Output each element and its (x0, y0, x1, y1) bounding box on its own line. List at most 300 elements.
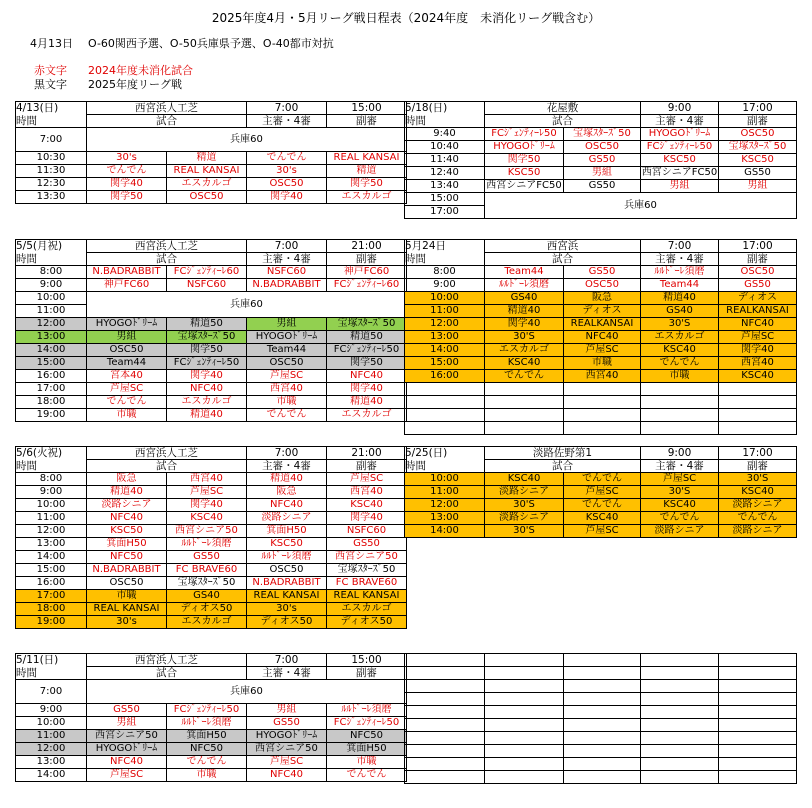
slot-row (405, 331, 797, 344)
slot-row (16, 551, 407, 564)
assistant-team: 神戸FC60 (327, 266, 407, 279)
slot-row (16, 499, 407, 512)
team-b: 関学40 (167, 370, 247, 383)
empty-cell (485, 745, 564, 758)
assistant-team: 精道40 (327, 396, 407, 409)
team-a: 30's (87, 616, 167, 629)
empty-cell (405, 693, 485, 706)
team-a: Team44 (485, 266, 564, 279)
team-a: でんでん (87, 165, 167, 178)
slot-row (16, 344, 407, 357)
empty-cell (719, 745, 797, 758)
empty-cell (405, 745, 485, 758)
venue-name: 花屋敷 (485, 102, 641, 115)
referee-team: REAL KANSAI (247, 590, 327, 603)
empty-cell (405, 732, 485, 745)
team-b: NFC40 (564, 331, 641, 344)
team-b: OSC50 (167, 191, 247, 204)
referee-header: 主審・4審 (247, 253, 327, 266)
team-b: 芦屋SC (564, 486, 641, 499)
slot-time: 14:00 (405, 344, 485, 357)
team-a: FCｼﾞｪﾝﾃｨｰﾚ50 (485, 128, 564, 141)
slot-time: 10:00 (405, 473, 485, 486)
header-labels-row (405, 253, 797, 266)
empty-cell (405, 383, 485, 396)
slot-row (16, 152, 407, 165)
slot-row (405, 167, 797, 180)
assistant-team: GS50 (719, 279, 797, 292)
team-a: N.BADRABBIT (87, 266, 167, 279)
team-b: エスカルゴ (167, 396, 247, 409)
empty-cell (719, 422, 797, 435)
team-a: KSC40 (485, 473, 564, 486)
assistant-team: NFC40 (719, 318, 797, 331)
assistant-team: 箕面H50 (327, 743, 407, 756)
slot-row (16, 717, 407, 730)
empty-cell (564, 758, 641, 771)
team-a: 30'S (485, 331, 564, 344)
referee-team: NSFC60 (247, 266, 327, 279)
venue-name: 淡路佐野第1 (485, 447, 641, 460)
assistant-team: KSC40 (327, 499, 407, 512)
team-b: 宝塚ｽﾀｰｽﾞ50 (564, 128, 641, 141)
referee-team: NFC40 (247, 499, 327, 512)
team-b: 関学50 (167, 344, 247, 357)
empty-cell (641, 680, 719, 693)
team-a: HYOGOﾄﾞﾘｰﾑ (87, 318, 167, 331)
slot-time: 9:00 (16, 486, 87, 499)
info-date: 4月13日 (30, 37, 73, 50)
empty-cell (641, 383, 719, 396)
assistant-team: REAL KANSAI (327, 590, 407, 603)
empty-cell (564, 706, 641, 719)
schedule-block-may24 (404, 239, 797, 435)
referee-team: ﾙﾙﾄﾞｰﾚ須磨 (641, 266, 719, 279)
team-a: 関学40 (485, 318, 564, 331)
slot-time: 9:00 (405, 279, 485, 292)
team-b: REAL KANSAI (167, 165, 247, 178)
team-b: NSFC60 (167, 279, 247, 292)
team-b: 芦屋SC (564, 525, 641, 538)
team-a: Team44 (87, 357, 167, 370)
empty-cell (564, 396, 641, 409)
referee-team: OSC50 (247, 357, 327, 370)
start-time: 9:00 (641, 447, 719, 460)
header-labels-row (405, 460, 797, 473)
match-header: 試合 (87, 667, 247, 680)
slot-row (405, 499, 797, 512)
slot-time: 17:00 (16, 383, 87, 396)
team-b: 阪急 (564, 292, 641, 305)
referee-team: 市職 (247, 396, 327, 409)
team-a: NFC40 (87, 756, 167, 769)
block-date: 5/11(日) (16, 654, 87, 667)
slot-time: 10:00 (405, 292, 485, 305)
assistant-team: KSC40 (719, 370, 797, 383)
empty-cell (564, 693, 641, 706)
team-b: 男組 (564, 167, 641, 180)
schedule-block-may6 (15, 446, 407, 629)
slot-time: 12:00 (16, 525, 87, 538)
referee-team: FCｼﾞｪﾝﾃｨｰﾚ50 (641, 141, 719, 154)
assistant-team: REAL KANSAI (327, 152, 407, 165)
team-b: FCｼﾞｪﾝﾃｨｰﾚ60 (167, 266, 247, 279)
team-b: GS50 (564, 180, 641, 193)
legend-red-label: 赤文字 (34, 64, 67, 77)
slot-row (16, 538, 407, 551)
assistant-team: ﾙﾙﾄﾞｰﾚ須磨 (327, 704, 407, 717)
team-a: 男組 (87, 331, 167, 344)
slot-row (16, 357, 407, 370)
assistant-team: 関学40 (327, 512, 407, 525)
assistant-team: NSFC60 (327, 525, 407, 538)
team-a: 神戸FC60 (87, 279, 167, 292)
empty-cell (485, 706, 564, 719)
slot-time: 12:00 (16, 318, 87, 331)
referee-team: OSC50 (247, 564, 327, 577)
slot-row (16, 525, 407, 538)
empty-cell (485, 667, 564, 680)
assistant-team: OSC50 (719, 128, 797, 141)
team-b: 市職 (564, 357, 641, 370)
assistant-header: 副審 (719, 115, 797, 128)
team-a: でんでん (485, 370, 564, 383)
referee-team: 阪急 (247, 486, 327, 499)
referee-team: 淡路シニア (641, 525, 719, 538)
assistant-team: REALKANSAI (719, 305, 797, 318)
slot-time: 19:00 (16, 409, 87, 422)
slot-time: 15:00 (16, 357, 87, 370)
slot-time: 11:00 (16, 730, 87, 743)
assistant-team: FCｼﾞｪﾝﾃｨｰﾚ50 (327, 717, 407, 730)
team-a: 芦屋SC (87, 769, 167, 782)
match-header: 試合 (87, 253, 247, 266)
empty-cell (641, 693, 719, 706)
team-a: 30's (87, 152, 167, 165)
assistant-team: 関学40 (327, 383, 407, 396)
legend-black-label: 黒文字 (34, 78, 67, 91)
slot-row (405, 292, 797, 305)
referee-header: 主審・4審 (247, 460, 327, 473)
slot-time: 12:00 (405, 318, 485, 331)
header-row (16, 654, 407, 667)
empty-cell (719, 383, 797, 396)
referee-team: 市職 (641, 370, 719, 383)
team-a: KSC50 (485, 167, 564, 180)
assistant-team: 淡路シニア (719, 499, 797, 512)
slot-time: 14:00 (16, 551, 87, 564)
empty-cell (641, 732, 719, 745)
slot-row (16, 396, 407, 409)
slot-row (405, 305, 797, 318)
empty-cell (641, 719, 719, 732)
referee-team: ﾙﾙﾄﾞｰﾚ須磨 (247, 551, 327, 564)
team-b: 関学40 (167, 499, 247, 512)
empty-cell (641, 667, 719, 680)
referee-team: NFC40 (247, 769, 327, 782)
slot-time: 11:00 (405, 486, 485, 499)
empty-cell (641, 706, 719, 719)
referee-team: 箕面H50 (247, 525, 327, 538)
empty-cell (641, 409, 719, 422)
empty-row (405, 654, 797, 667)
slot-row (16, 266, 407, 279)
referee-team: 淡路シニア (247, 512, 327, 525)
slot-span-event: 兵庫60 (87, 680, 407, 704)
assistant-team: KSC40 (719, 486, 797, 499)
team-b: KSC40 (167, 512, 247, 525)
team-a: 男組 (87, 717, 167, 730)
slot-time: 8:00 (405, 266, 485, 279)
slot-row (16, 564, 407, 577)
empty-cell (405, 667, 485, 680)
team-b: FC BRAVE60 (167, 564, 247, 577)
referee-team: 30's (247, 603, 327, 616)
slot-time: 11:40 (405, 154, 485, 167)
referee-team: HYOGOﾄﾞﾘｰﾑ (641, 128, 719, 141)
empty-cell (564, 654, 641, 667)
end-time: 21:00 (327, 240, 407, 253)
referee-header: 主審・4審 (247, 667, 327, 680)
slot-row (16, 577, 407, 590)
team-b: でんでん (564, 473, 641, 486)
slot-span-event: 兵庫60 (87, 292, 407, 318)
empty-row (405, 680, 797, 693)
assistant-header: 副審 (327, 115, 407, 128)
empty-cell (485, 758, 564, 771)
team-a: エスカルゴ (485, 344, 564, 357)
slot-time: 7:00 (16, 128, 87, 152)
header-labels-row (405, 115, 797, 128)
page-title: 2025年度4月・5月リーグ戦日程表（2024年度 未消化リーグ戦含む） (211, 11, 601, 25)
team-a: GS50 (87, 704, 167, 717)
slot-row (405, 473, 797, 486)
assistant-team: エスカルゴ (327, 191, 407, 204)
start-time: 7:00 (641, 240, 719, 253)
referee-team: 芦屋SC (247, 370, 327, 383)
empty-row (405, 383, 797, 396)
referee-header: 主審・4審 (641, 115, 719, 128)
assistant-header: 副審 (719, 460, 797, 473)
empty-cell (485, 396, 564, 409)
info-note: O-60関西予選、O-50兵庫県予選、O-40都市対抗 (88, 37, 334, 50)
team-b: でんでん (167, 756, 247, 769)
slot-row (405, 525, 797, 538)
team-a: 精道40 (87, 486, 167, 499)
team-a: 30'S (485, 499, 564, 512)
slot-span-event: 兵庫60 (87, 128, 407, 152)
assistant-team: エスカルゴ (327, 603, 407, 616)
team-b: 西宮シニア50 (167, 525, 247, 538)
referee-team: HYOGOﾄﾞﾘｰﾑ (247, 331, 327, 344)
empty-cell (405, 706, 485, 719)
assistant-team: 市職 (327, 756, 407, 769)
slot-row (16, 191, 407, 204)
slot-time: 14:00 (16, 769, 87, 782)
slot-time: 15:00 (16, 564, 87, 577)
empty-cell (405, 654, 485, 667)
schedule-block-may11 (15, 653, 407, 782)
start-time: 7:00 (247, 447, 327, 460)
empty-cell (564, 667, 641, 680)
schedule-block-may18 (404, 101, 797, 219)
team-a: 精道40 (485, 305, 564, 318)
assistant-team: 芦屋SC (719, 331, 797, 344)
team-a: 関学40 (87, 178, 167, 191)
time-header: 時間 (16, 460, 87, 473)
header-labels-row (16, 460, 407, 473)
slot-row (405, 180, 797, 193)
block-date: 5/5(月祝) (16, 240, 87, 253)
match-header: 試合 (87, 115, 247, 128)
slot-row (16, 409, 407, 422)
end-time: 15:00 (327, 654, 407, 667)
slot-time: 11:30 (16, 165, 87, 178)
slot-row (405, 344, 797, 357)
slot-time: 17:00 (405, 206, 485, 219)
team-b: GS50 (564, 154, 641, 167)
start-time: 7:00 (247, 654, 327, 667)
team-b: REALKANSAI (564, 318, 641, 331)
referee-team: OSC50 (247, 178, 327, 191)
empty-cell (485, 771, 564, 784)
team-a: 淡路シニア (485, 486, 564, 499)
slot-row (16, 512, 407, 525)
assistant-team: 宝塚ｽﾀｰｽﾞ50 (327, 564, 407, 577)
team-a: 宮本40 (87, 370, 167, 383)
team-a: 西宮シニア50 (87, 730, 167, 743)
legend-red-text: 2024年度未消化試合 (88, 64, 193, 77)
header-row (405, 240, 797, 253)
team-b: OSC50 (564, 141, 641, 154)
empty-cell (719, 758, 797, 771)
team-a: ﾙﾙﾄﾞｰﾚ須磨 (485, 279, 564, 292)
team-a: 30'S (485, 525, 564, 538)
empty-cell (564, 422, 641, 435)
slot-row (405, 279, 797, 292)
end-time: 17:00 (719, 102, 797, 115)
slot-row (16, 165, 407, 178)
block-date: 4/13(日) (16, 102, 87, 115)
empty-cell (485, 719, 564, 732)
team-b: GS40 (167, 590, 247, 603)
team-a: NFC50 (87, 551, 167, 564)
slot-row (16, 292, 407, 305)
referee-team: GS50 (247, 717, 327, 730)
empty-row (405, 771, 797, 784)
assistant-team: 男組 (719, 180, 797, 193)
empty-cell (485, 409, 564, 422)
empty-cell (719, 396, 797, 409)
assistant-team: NFC50 (327, 730, 407, 743)
slot-time: 13:00 (16, 756, 87, 769)
referee-team: 精道40 (247, 473, 327, 486)
assistant-team: でんでん (719, 512, 797, 525)
referee-team: 30'S (641, 486, 719, 499)
assistant-team: エスカルゴ (327, 409, 407, 422)
empty-cell (405, 758, 485, 771)
slot-time: 18:00 (16, 396, 87, 409)
slot-row (16, 383, 407, 396)
assistant-header: 副審 (719, 253, 797, 266)
header-labels-row (16, 253, 407, 266)
empty-cell (485, 680, 564, 693)
slot-time: 8:00 (16, 266, 87, 279)
empty-row (405, 693, 797, 706)
team-b: GS50 (564, 266, 641, 279)
team-b: 市職 (167, 769, 247, 782)
venue-name: 西宮浜人工芝 (87, 447, 247, 460)
empty-cell (719, 732, 797, 745)
team-a: でんでん (87, 396, 167, 409)
team-a: REAL KANSAI (87, 603, 167, 616)
end-time: 15:00 (327, 102, 407, 115)
team-b: 宝塚ｽﾀｰｽﾞ50 (167, 331, 247, 344)
slot-row (16, 756, 407, 769)
empty-cell (719, 680, 797, 693)
empty-cell (641, 771, 719, 784)
slot-time: 9:00 (16, 704, 87, 717)
slot-time: 12:00 (16, 743, 87, 756)
team-a: 西宮シニアFC50 (486, 180, 562, 191)
slot-row (16, 370, 407, 383)
team-b: FCｼﾞｪﾝﾃｨｰﾚ50 (167, 357, 247, 370)
team-b: 精道50 (167, 318, 247, 331)
empty-cell (564, 771, 641, 784)
start-time: 7:00 (247, 240, 327, 253)
team-a: 阪急 (87, 473, 167, 486)
header-labels-row (16, 667, 407, 680)
empty-cell (719, 693, 797, 706)
assistant-team: FCｼﾞｪﾝﾃｨｰﾚ50 (327, 344, 407, 357)
empty-row (405, 732, 797, 745)
slot-time: 14:00 (405, 525, 485, 538)
header-row (405, 102, 797, 115)
slot-time: 13:00 (16, 538, 87, 551)
team-a: OSC50 (87, 344, 167, 357)
team-b: 宝塚ｽﾀｰｽﾞ50 (167, 577, 247, 590)
assistant-team: ディオス (719, 292, 797, 305)
block-date: 5月24日 (405, 240, 485, 253)
team-a: 市職 (87, 409, 167, 422)
slot-time: 10:40 (405, 141, 485, 154)
team-a: OSC50 (87, 577, 167, 590)
empty-cell (641, 758, 719, 771)
slot-row (405, 357, 797, 370)
empty-row (405, 667, 797, 680)
header-row (16, 240, 407, 253)
slot-row (16, 279, 407, 292)
time-header: 時間 (16, 253, 87, 266)
assistant-team: NFC40 (327, 370, 407, 383)
slot-time: 11:00 (405, 305, 485, 318)
team-a: HYOGOﾄﾞﾘｰﾑ (485, 141, 564, 154)
referee-team: KSC40 (641, 499, 719, 512)
team-b: GS50 (167, 551, 247, 564)
assistant-team: 西宮シニア50 (327, 551, 407, 564)
team-b: 箕面H50 (167, 730, 247, 743)
empty-cell (405, 396, 485, 409)
slot-time: 18:00 (16, 603, 87, 616)
slot-time: 8:00 (16, 473, 87, 486)
assistant-header: 副審 (327, 253, 407, 266)
team-a: 関学50 (485, 154, 564, 167)
slot-time: 16:00 (16, 370, 87, 383)
team-b: OSC50 (564, 279, 641, 292)
time-header: 時間 (405, 253, 485, 266)
slot-time: 12:40 (405, 167, 485, 180)
assistant-team: GS50 (719, 167, 797, 180)
